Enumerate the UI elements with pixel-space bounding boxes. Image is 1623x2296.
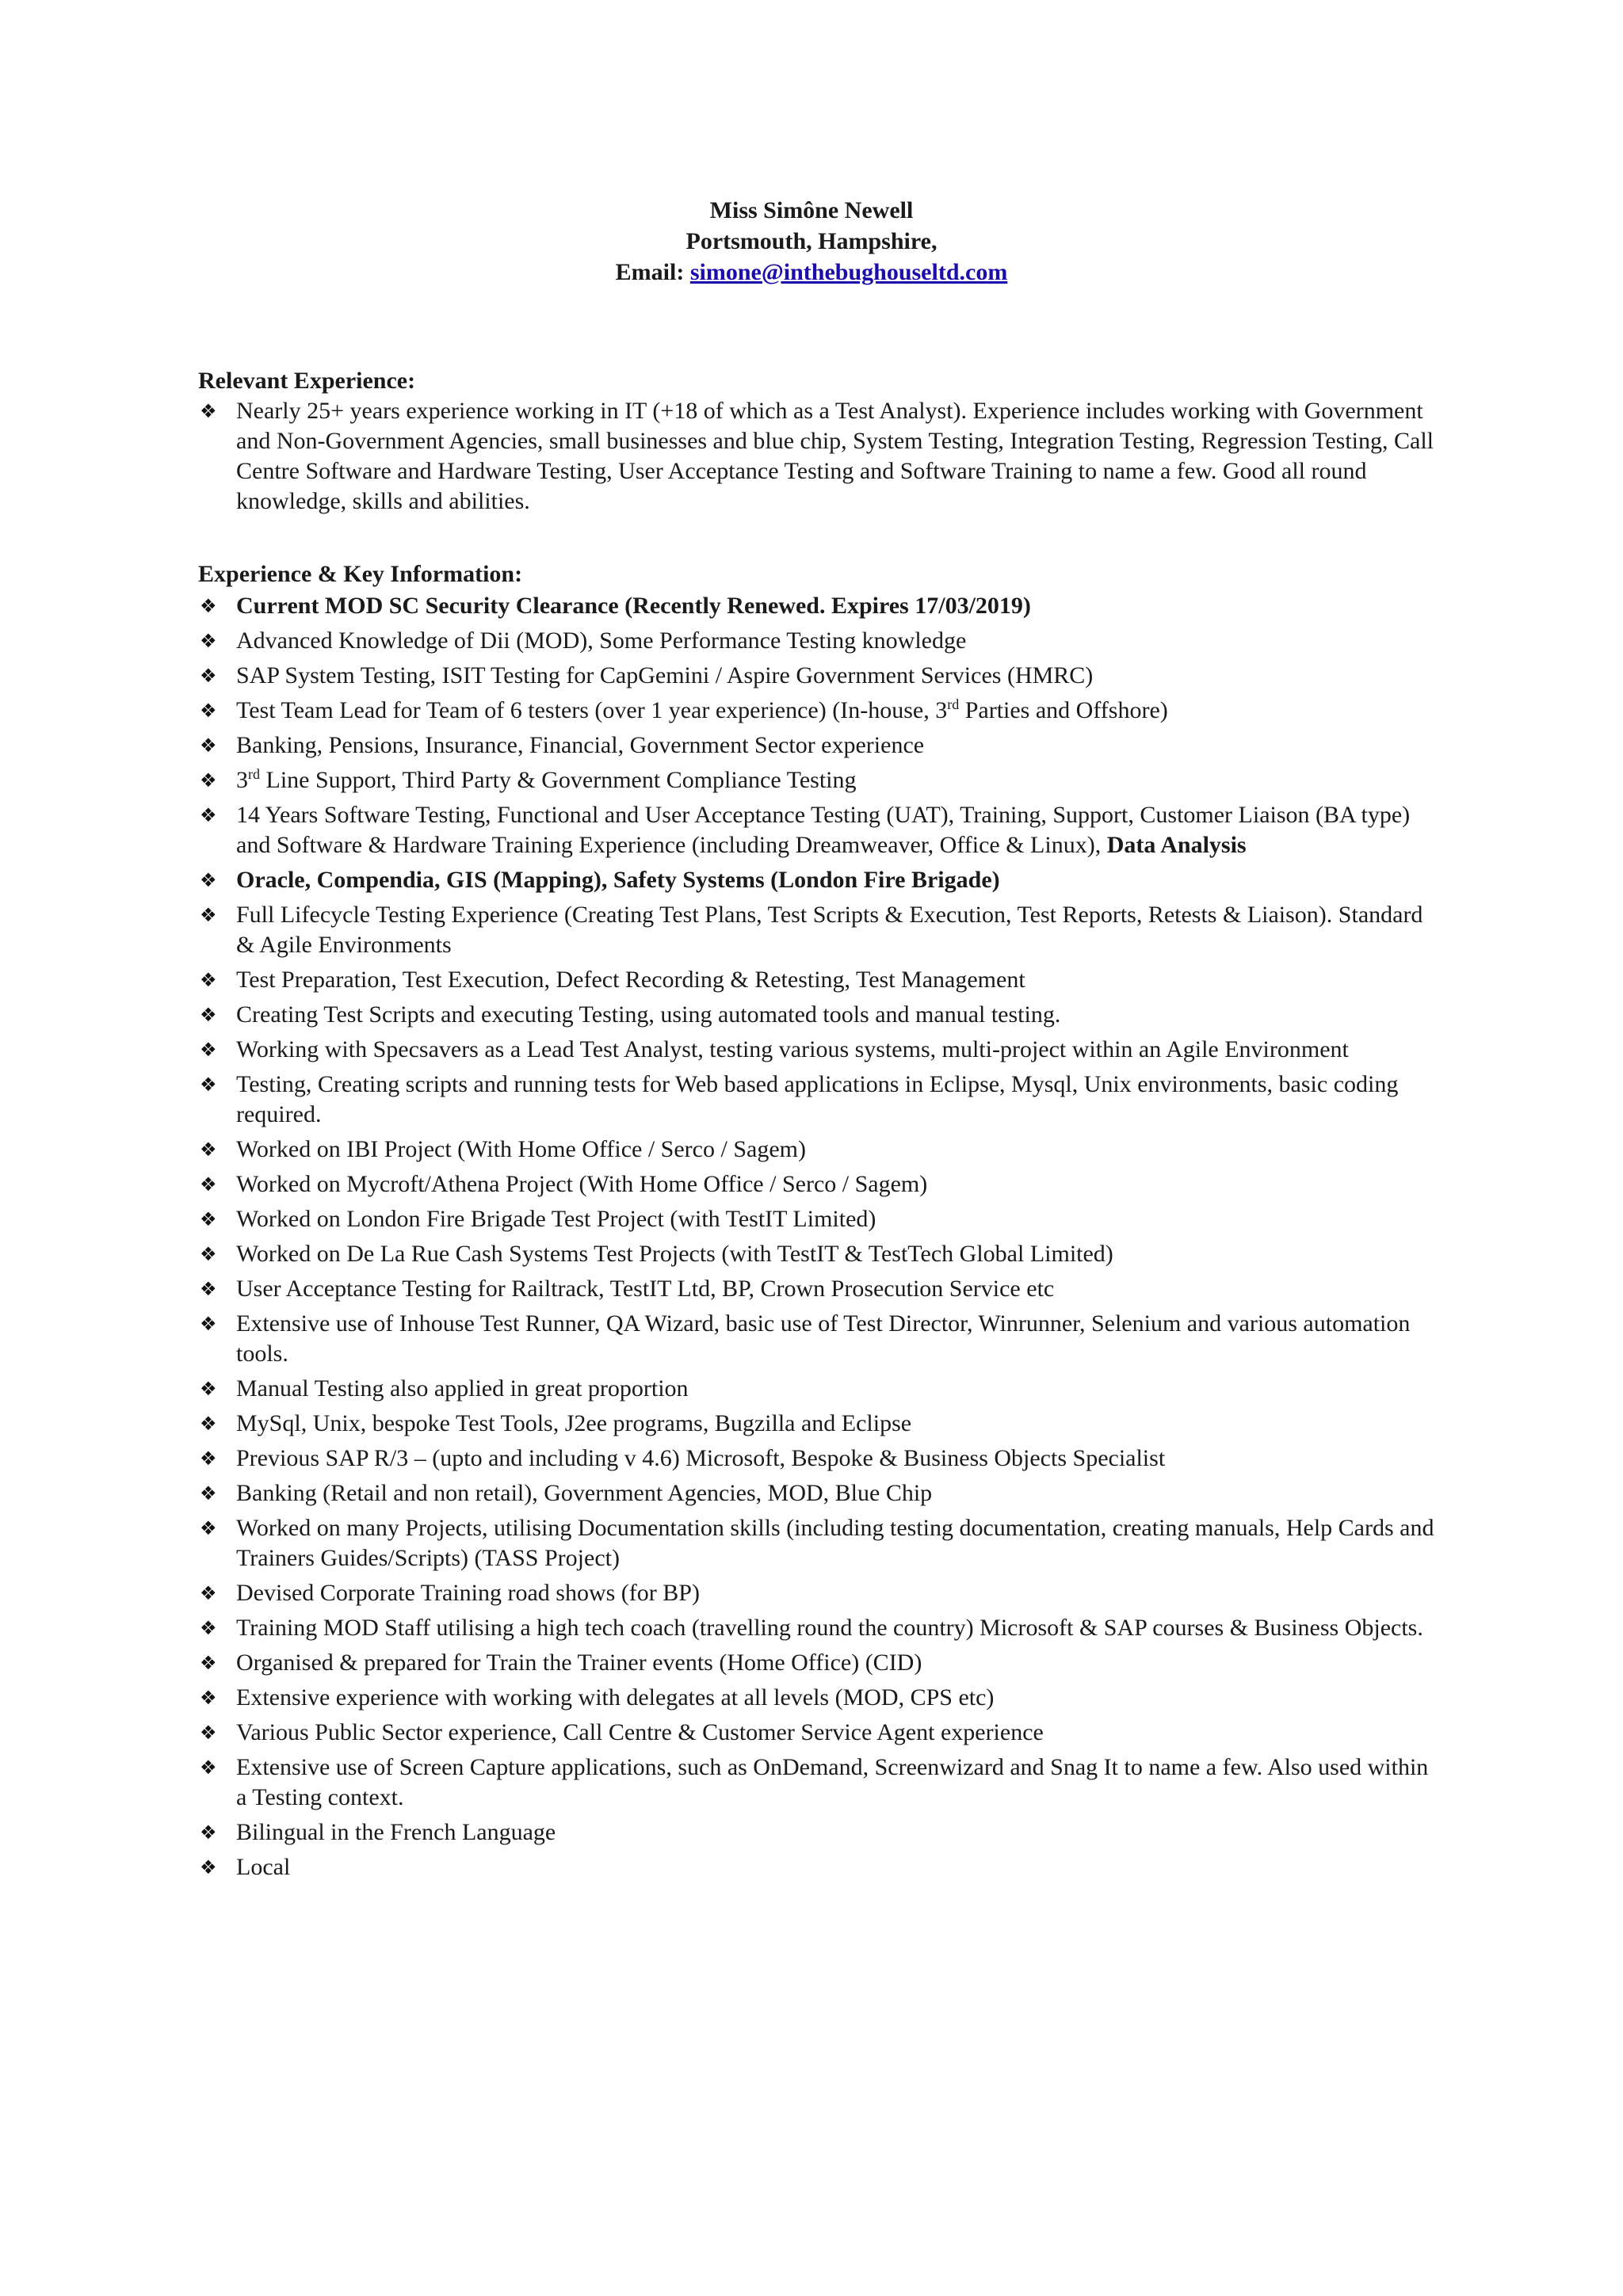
four-diamond-bullet-icon: ❖ xyxy=(200,1413,217,1435)
list-item: ❖ Training MOD Staff utilising a high tech coach (travelling round the country) Microsoft & SAP courses & Business Objects. xyxy=(198,1613,1434,1643)
contact-header xyxy=(0,195,1623,288)
four-diamond-bullet-icon: ❖ xyxy=(200,1856,217,1878)
list-item: ❖ Current MOD SC Security Clearance (Recently Renewed. Expires 17/03/2019) xyxy=(198,591,1434,621)
list-item: ❖ Local xyxy=(198,1852,1434,1882)
four-diamond-bullet-icon: ❖ xyxy=(200,400,217,422)
four-diamond-bullet-icon: ❖ xyxy=(200,1687,217,1709)
four-diamond-bullet-icon: ❖ xyxy=(200,1173,217,1196)
list-item: ❖ Manual Testing also applied in great proportion xyxy=(198,1374,1434,1404)
list-item: ❖ Advanced Knowledge of Dii (MOD), Some Performance Testing knowledge xyxy=(198,626,1434,656)
list-item: ❖ MySql, Unix, bespoke Test Tools, J2ee programs, Bugzilla and Eclipse xyxy=(198,1409,1434,1439)
list-item: ❖ Various Public Sector experience, Call Centre & Customer Service Agent experience xyxy=(198,1718,1434,1748)
list-item: ❖ Worked on IBI Project (With Home Office / Serco / Sagem) xyxy=(198,1135,1434,1165)
four-diamond-bullet-icon: ❖ xyxy=(200,1138,217,1161)
relevant-experience-list xyxy=(198,396,1434,517)
four-diamond-bullet-icon: ❖ xyxy=(200,1821,217,1844)
email-link[interactable]: simone@inthebughouseltd.com xyxy=(689,259,1008,285)
four-diamond-bullet-icon: ❖ xyxy=(200,665,217,687)
four-diamond-bullet-icon: ❖ xyxy=(200,1617,217,1639)
four-diamond-bullet-icon: ❖ xyxy=(200,904,217,926)
four-diamond-bullet-icon: ❖ xyxy=(200,1652,217,1674)
four-diamond-bullet-icon: ❖ xyxy=(200,1582,217,1604)
list-item: ❖ Banking, Pensions, Insurance, Financial, Government Sector experience xyxy=(198,730,1434,761)
list-item: ❖ Test Team Lead for Team of 6 testers (over 1 year experience) (In-house, 3rd Parties and Offshore) xyxy=(198,696,1434,726)
list-item: ❖ Bilingual in the French Language xyxy=(198,1817,1434,1848)
list-item: ❖ Oracle, Compendia, GIS (Mapping), Safety Systems (London Fire Brigade) xyxy=(198,865,1434,895)
four-diamond-bullet-icon: ❖ xyxy=(200,1517,217,1539)
list-item: ❖ Devised Corporate Training road shows (for BP) xyxy=(198,1578,1434,1608)
list-item: ❖ Worked on London Fire Brigade Test Project (with TestIT Limited) xyxy=(198,1204,1434,1234)
four-diamond-bullet-icon: ❖ xyxy=(200,1482,217,1505)
list-item: ❖ Testing, Creating scripts and running tests for Web based applications in Eclipse, Mysql, Unix environments, basic coding required. xyxy=(200,1071,1399,1127)
four-diamond-bullet-icon: ❖ xyxy=(200,1243,217,1265)
list-item: ❖ SAP System Testing, ISIT Testing for CapGemini / Aspire Government Services (HMRC) xyxy=(198,661,1434,691)
list-item: ❖ Working with Specsavers as a Lead Test Analyst, testing various systems, multi-project within an Agile Environment xyxy=(198,1035,1434,1065)
list-item: ❖ Creating Test Scripts and executing Testing, using automated tools and manual testing. xyxy=(198,1000,1434,1030)
four-diamond-bullet-icon: ❖ xyxy=(200,700,217,722)
four-diamond-bullet-icon: ❖ xyxy=(200,1208,217,1230)
candidate-name: Miss Simône Newell xyxy=(709,197,914,223)
relevant-experience-section xyxy=(198,366,1434,521)
list-item: ❖ Full Lifecycle Testing Experience (Creating Test Plans, Test Scripts & Execution, Test Reports, Retests & Liaison). Standard & Agile Environments xyxy=(200,902,1423,958)
four-diamond-bullet-icon: ❖ xyxy=(200,1756,217,1779)
four-diamond-bullet-icon: ❖ xyxy=(200,1447,217,1470)
four-diamond-bullet-icon: ❖ xyxy=(200,1074,217,1096)
list-item: ❖ 14 Years Software Testing, Functional and User Acceptance Testing (UAT), Training, Support, Customer Liaison (BA type) and Software & Hardware Training Experience (including Dreamweaver, Office & Linux), Data Analysis xyxy=(200,802,1411,858)
email-label: Email: xyxy=(615,259,685,285)
list-item: ❖ Extensive experience with working with delegates at all levels (MOD, CPS etc) xyxy=(198,1683,1434,1713)
list-item: ❖ User Acceptance Testing for Railtrack, TestIT Ltd, BP, Crown Prosecution Service etc xyxy=(198,1274,1434,1304)
four-diamond-bullet-icon: ❖ xyxy=(200,769,217,791)
candidate-location: Portsmouth, Hampshire, xyxy=(685,228,938,254)
experience-key-info-section xyxy=(198,559,1434,1887)
section-heading-experience-key-info: Experience & Key Information: xyxy=(198,561,523,587)
four-diamond-bullet-icon: ❖ xyxy=(200,969,217,991)
four-diamond-bullet-icon: ❖ xyxy=(200,1313,217,1335)
list-item: ❖ 3rd Line Support, Third Party & Government Compliance Testing xyxy=(198,765,1434,795)
list-item: ❖ Worked on many Projects, utilising Documentation skills (including testing documentation, creating manuals, Help Cards and Trainers Guides/Scripts) (TASS Project) xyxy=(200,1515,1434,1571)
experience-key-info-list xyxy=(198,591,1434,1882)
four-diamond-bullet-icon: ❖ xyxy=(200,1039,217,1061)
four-diamond-bullet-icon: ❖ xyxy=(200,1722,217,1744)
four-diamond-bullet-icon: ❖ xyxy=(200,1004,217,1026)
four-diamond-bullet-icon: ❖ xyxy=(200,734,217,757)
email-line xyxy=(0,257,1623,288)
four-diamond-bullet-icon: ❖ xyxy=(200,869,217,891)
four-diamond-bullet-icon: ❖ xyxy=(200,804,217,826)
four-diamond-bullet-icon: ❖ xyxy=(200,595,217,617)
list-item: ❖ Test Preparation, Test Execution, Defect Recording & Retesting, Test Management xyxy=(198,965,1434,995)
four-diamond-bullet-icon: ❖ xyxy=(200,1378,217,1400)
section-heading-relevant-experience: Relevant Experience: xyxy=(198,368,416,394)
list-item: ❖ Extensive use of Screen Capture applications, such as OnDemand, Screenwizard and Snag It to name a few. Also used within a Testing context. xyxy=(200,1754,1429,1810)
list-item: ❖ Banking (Retail and non retail), Government Agencies, MOD, Blue Chip xyxy=(198,1478,1434,1508)
list-item: ❖ Extensive use of Inhouse Test Runner, QA Wizard, basic use of Test Director, Winrunner, Selenium and various automation tools. xyxy=(200,1310,1411,1367)
four-diamond-bullet-icon: ❖ xyxy=(200,1278,217,1300)
list-item: ❖ Previous SAP R/3 – (upto and including v 4.6) Microsoft, Bespoke & Business Objects Specialist xyxy=(198,1444,1434,1474)
list-item: ❖ Worked on Mycroft/Athena Project (With Home Office / Serco / Sagem) xyxy=(198,1169,1434,1199)
list-item: ❖ Organised & prepared for Train the Trainer events (Home Office) (CID) xyxy=(198,1648,1434,1678)
four-diamond-bullet-icon: ❖ xyxy=(200,630,217,652)
list-item: ❖ Worked on De La Rue Cash Systems Test Projects (with TestIT & TestTech Global Limited) xyxy=(198,1239,1434,1269)
list-item: ❖ Nearly 25+ years experience working in IT (+18 of which as a Test Analyst). Experience includes working with Government and Non-Government Agencies, small businesses and blue chip, System Testing, Integration Testing, Regression Testing, Call Centre Software and Hardware Testing, User Acceptance Testing and Software Training to name a few. Good all round knowledge, skills and abilities. xyxy=(200,398,1434,514)
